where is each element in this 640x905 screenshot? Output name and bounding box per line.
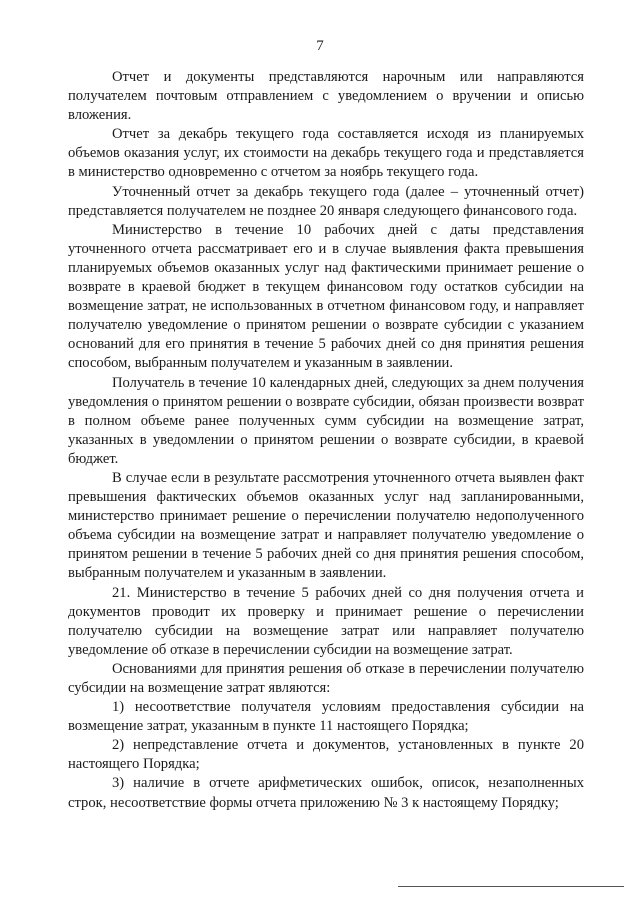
list-item-ground-3: 3) наличие в отчете арифметических ошибок, описок, незаполненных строк, несоответствие формы отчета приложению № 3 к настоящему Порядку;	[68, 775, 584, 811]
paragraph-excess-case: В случае если в результате рассмотрения уточненного отчета выявлен факт превышения фактических объемов оказанных услуг над запланированными, министерство принимает решение о перечислении получателю недополученного объема субсидии на возмещение затрат и направляет получателю уведомление о принятом решении в течение 5 рабочих дней со дня принятия решения способом, выбранным получателем и указанным в заявлении.	[68, 469, 584, 582]
list-item-ground-2: 2) непредставление отчета и документов, установленных в пункте 20 настоящего Порядка;	[68, 737, 584, 773]
page-number: 7	[316, 38, 324, 54]
paragraph-report-delivery: Отчет и документы представляются нарочным или направляются получателем почтовым отправлением с уведомлением о вручении и описью вложения.	[68, 69, 584, 124]
paragraph-december-report: Отчет за декабрь текущего года составляется исходя из планируемых объемов оказания услуг, их стоимости на декабрь текущего года и представляется в министерство одновременно с отчетом за ноябрь текущего года.	[68, 126, 584, 181]
footer-divider	[398, 886, 624, 887]
paragraph-refusal-grounds: Основаниями для принятия решения об отказе в перечислении получателю субсидии на возмещение затрат являются:	[68, 660, 584, 696]
list-item-ground-1: 1) несоответствие получателя условиям предоставления субсидии на возмещение затрат, указанным в пункте 11 настоящего Порядка;	[68, 699, 584, 735]
paragraph-ministry-review: Министерство в течение 10 рабочих дней с даты представления уточненного отчета рассматривает его и в случае выявления факта превышения планируемых объемов оказанных услуг над фактическими принимает решение о возврате в краевой бюджет в текущем финансовом году остатков субсидии на возмещение затрат, не использованных в отчетном финансовом году, и направляет получателю уведомление о принятом решении о возврате субсидии с указанием оснований для его принятия в течение 5 рабочих дней со дня принятия решения способом, выбранным получателем и указанным в заявлении.	[68, 221, 584, 372]
paragraph-clause-21: 21. Министерство в течение 5 рабочих дней со дня получения отчета и документов проводит их проверку и принимает решение о перечислении получателю субсидии на возмещение затрат или направляет получателю уведомление об отказе в перечислении субсидии на возмещение затрат.	[68, 584, 584, 658]
document-body	[68, 68, 584, 813]
paragraph-refined-report: Уточненный отчет за декабрь текущего года (далее – уточненный отчет) представляется получателем не позднее 20 января следующего финансового года.	[68, 183, 584, 219]
paragraph-recipient-refund: Получатель в течение 10 календарных дней, следующих за днем получения уведомления о принятом решении о возврате субсидии, обязан произвести возврат в полном объеме ранее полученных сумм субсидии на возмещение затрат, указанных в уведомлении о принятом решении о возврате субсидии, в краевой бюджет.	[68, 374, 584, 467]
